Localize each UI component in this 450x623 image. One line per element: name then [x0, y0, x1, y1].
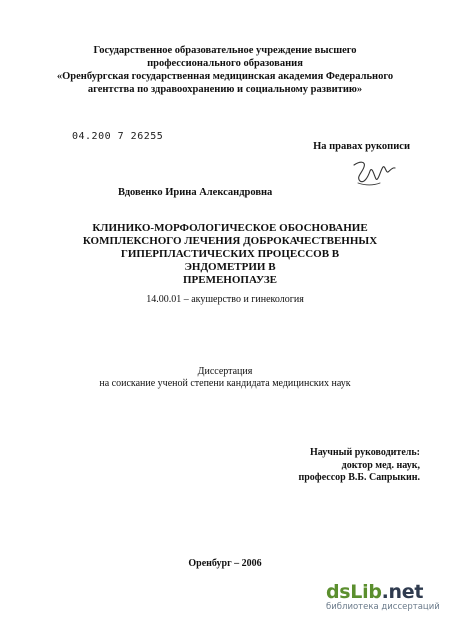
- institution-line: агентства по здравоохранению и социальному развитию»: [87, 84, 363, 95]
- specialty: 14.00.01 – акушерство и гинекология: [146, 294, 304, 305]
- title-line: ГИПЕРПЛАСТИЧЕСКИХ ПРОЦЕССОВ В ЭНДОМЕТРИИ В: [120, 248, 340, 273]
- city-year: Оренбург – 2006: [188, 558, 262, 569]
- registration-number: 04.200 7 26255: [72, 131, 164, 142]
- author-name: Вдовенко Ирина Александровна: [118, 187, 273, 198]
- supervisor-block: [0, 447, 420, 485]
- watermark: [326, 582, 446, 612]
- supervisor-degree: доктор мед. наук,: [341, 459, 420, 471]
- dissertation-title: [80, 222, 380, 287]
- rights-note: На правах рукописи: [313, 141, 410, 152]
- supervisor-label: Научный руководитель:: [310, 447, 420, 458]
- dissertation-label: Диссертация: [197, 366, 253, 377]
- title-line: КЛИНИКО-МОРФОЛОГИЧЕСКОЕ ОБОСНОВАНИЕ: [92, 222, 368, 234]
- degree-sought: на соискание ученой степени кандидата медицинских наук: [99, 378, 351, 389]
- handwritten-signature: [350, 155, 398, 189]
- watermark-subtitle: библиотека диссертаций: [326, 602, 440, 612]
- institution-line: «Оренбургская государственная медицинская академия Федерального: [56, 71, 394, 82]
- title-line: КОМПЛЕКСНОГО ЛЕЧЕНИЯ ДОБРОКАЧЕСТВЕННЫХ: [82, 235, 378, 247]
- institution-block: [0, 44, 450, 96]
- watermark-logo-part1: dsLib: [326, 581, 382, 603]
- dissertation-block: [0, 366, 450, 390]
- watermark-logo-part2: .net: [381, 581, 424, 603]
- institution-line: профессионального образования: [147, 58, 303, 69]
- institution-line: Государственное образовательное учреждение высшего: [93, 45, 357, 56]
- title-line: ПРЕМЕНОПАУЗЕ: [182, 274, 278, 286]
- supervisor-name: профессор В.Б. Сапрыкин.: [298, 472, 420, 483]
- watermark-logo: [326, 582, 446, 602]
